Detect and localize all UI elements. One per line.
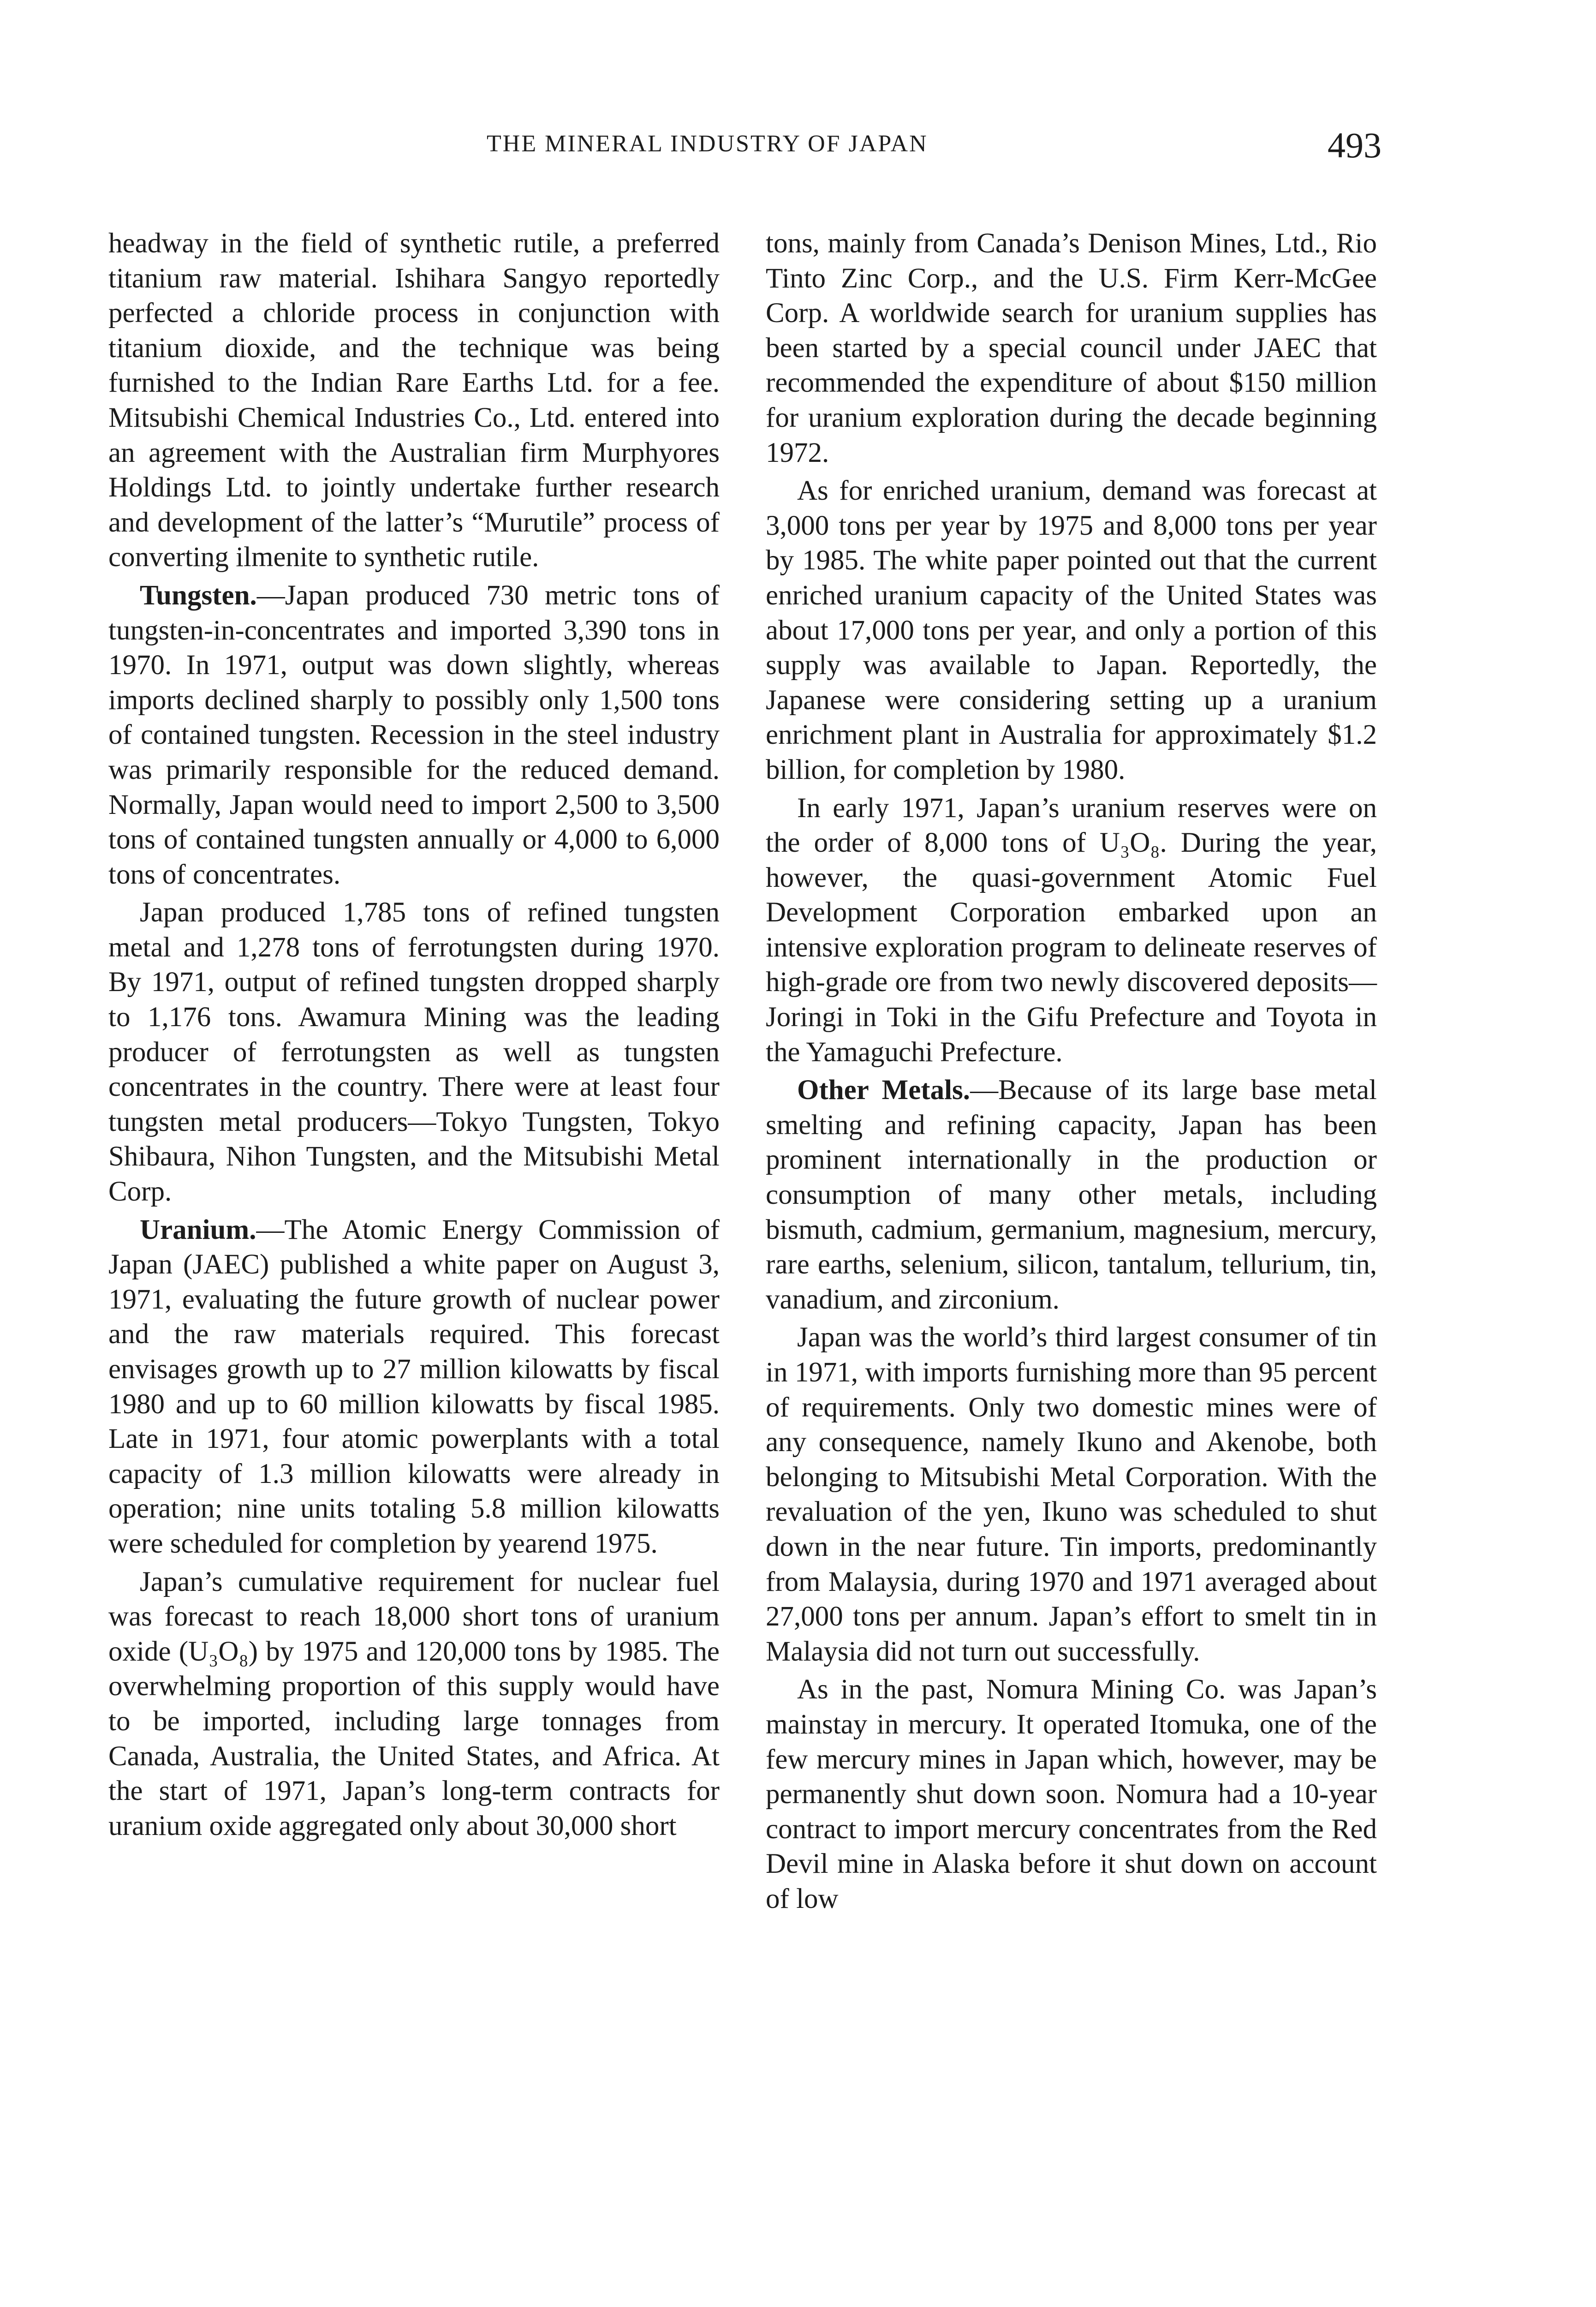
paragraph-mercury: As in the past, Nomura Mining Co. was Japan’s mainstay in mercury. It operated Itomuka, one of the few mercury mines in Japan which, however, may be permanently shut down soon. Nomura had a 10-year contract to import mercury concentrates from the Red Devil mine in Alaska before it shut down on account of low bbox=[766, 1674, 1377, 1914]
paragraph-uranium-contracts: tons, mainly from Canada’s Denison Mines, Ltd., Rio Tinto Zinc Corp., and the U.S. Firm Kerr-McGee Corp. A worldwide search for uranium supplies has been started by a special council under JAEC that recommended the expenditure of about $150 million for uranium exploration during the decade beginning 1972. bbox=[766, 228, 1377, 468]
paragraph-other-metals bbox=[766, 1073, 1377, 1317]
section-heading-other-metals: Other Metals. bbox=[797, 1075, 971, 1106]
uranium-text: —The Atomic Energy Commission of Japan (JAEC) published a white paper on August 3, 1971, evaluating the future growth of nuclear power and the raw materials required. This forecast envisages growth up to 27 million kilowatts by fiscal 1980 and up to 60 million kilowatts by fiscal 1985. Late in 1971, four atomic powerplants with a total capacity of 1.3 million kilowatts were already in operation; nine units totaling 5.8 million kilowatts were scheduled for completion by yearend 1975. bbox=[108, 1214, 720, 1559]
running-head: THE MINERAL INDUSTRY OF JAPAN bbox=[487, 131, 928, 157]
paragraph-tungsten bbox=[108, 578, 720, 892]
section-heading-uranium: Uranium. bbox=[140, 1214, 256, 1245]
paragraph-refined-tungsten: Japan produced 1,785 tons of refined tungsten metal and 1,278 tons of ferrotungsten during 1970. By 1971, output of refined tungsten dropped sharply to 1,176 tons. Awamura Mining was the leading producer of ferrotungsten as well as tungsten concentrates in the country. There were at least four tungsten metal producers—Tokyo Tungsten, Tokyo Shibaura, Nihon Tungsten, and the Mitsubishi Metal Corp. bbox=[108, 897, 720, 1207]
paragraph-enriched-uranium: As for enriched uranium, demand was forecast at 3,000 tons per year by 1975 and 8,000 tons per year by 1985. The white paper pointed out that the current enriched uranium capacity of the United States was about 17,000 tons per year, and only a portion of this supply was available to Japan. Reportedly, the Japanese were considering setting up a uranium enrichment plant in Australia for approximately $1.2 billion, for completion by 1980. bbox=[766, 475, 1377, 785]
paragraph-uranium bbox=[108, 1213, 720, 1561]
right-column bbox=[766, 226, 1377, 1917]
section-heading-tungsten: Tungsten. bbox=[140, 580, 257, 611]
paragraph-nuclear-fuel: Japan’s cumulative requirement for nuclear fuel was forecast to reach 18,000 short tons of uranium oxide (U₃O₈) by 1975 and 120,000 tons by 1985. The overwhelming proportion of this supply would have to be imported, including large tonnages from Canada, Australia, the United States, and Africa. At the start of 1971, Japan’s long-term contracts for uranium oxide aggregated only about 30,000 short bbox=[108, 1566, 720, 1841]
paragraph-tin: Japan was the world’s third largest consumer of tin in 1971, with imports furnishing more than 95 percent of requirements. Only two domestic mines were of any consequence, namely Ikuno and Akenobe, both belonging to Mitsubishi Metal Corporation. With the revaluation of the yen, Ikuno was scheduled to shut down in the near future. Tin imports, predominantly from Malaysia, during 1970 and 1971 averaged about 27,000 tons per annum. Japan’s effort to smelt tin in Malaysia did not turn out successfully. bbox=[766, 1322, 1377, 1667]
other-metals-text: —Because of its large base metal smelting and refining capacity, Japan has been prominent internationally in the production or consumption of many other metals, including bismuth, cadmium, germanium, magnesium, mercury, rare earths, selenium, silicon, tantalum, tellurium, tin, vanadium, and zirconium. bbox=[766, 1075, 1377, 1315]
paragraph-synthetic-rutile: headway in the field of synthetic rutile, a preferred titanium raw material. Ishihara Sangyo reportedly perfected a chloride process in conjunction with titanium dioxide, and the technique was being furnished to the Indian Rare Earths Ltd. for a fee. Mitsubishi Chemical Industries Co., Ltd. entered into an agreement with the Australian firm Murphyores Holdings Ltd. to jointly undertake further research and development of the latter’s “Murutile” process of converting ilmenite to synthetic rutile. bbox=[108, 228, 720, 573]
left-column bbox=[108, 226, 720, 1843]
tungsten-text: —Japan produced 730 metric tons of tungsten-in-concentrates and imported 3,390 tons in 1970. In 1971, output was down slightly, whereas imports declined sharply to possibly only 1,500 tons of contained tungsten. Recession in the steel industry was primarily responsible for the reduced demand. Normally, Japan would need to import 2,500 to 3,500 tons of contained tungsten annually or 4,000 to 6,000 tons of concentrates. bbox=[108, 580, 720, 890]
page-number: 493 bbox=[1328, 125, 1382, 165]
paragraph-uranium-reserves: In early 1971, Japan’s uranium reserves were on the order of 8,000 tons of U₃O₈. During the year, however, the quasi-government Atomic Fuel Development Corporation embarked upon an intensive exploration program to delineate reserves of high-grade ore from two newly discovered deposits—Joringi in Toki in the Gifu Prefecture and Toyota in the Yamaguchi Prefecture. bbox=[766, 792, 1377, 1068]
